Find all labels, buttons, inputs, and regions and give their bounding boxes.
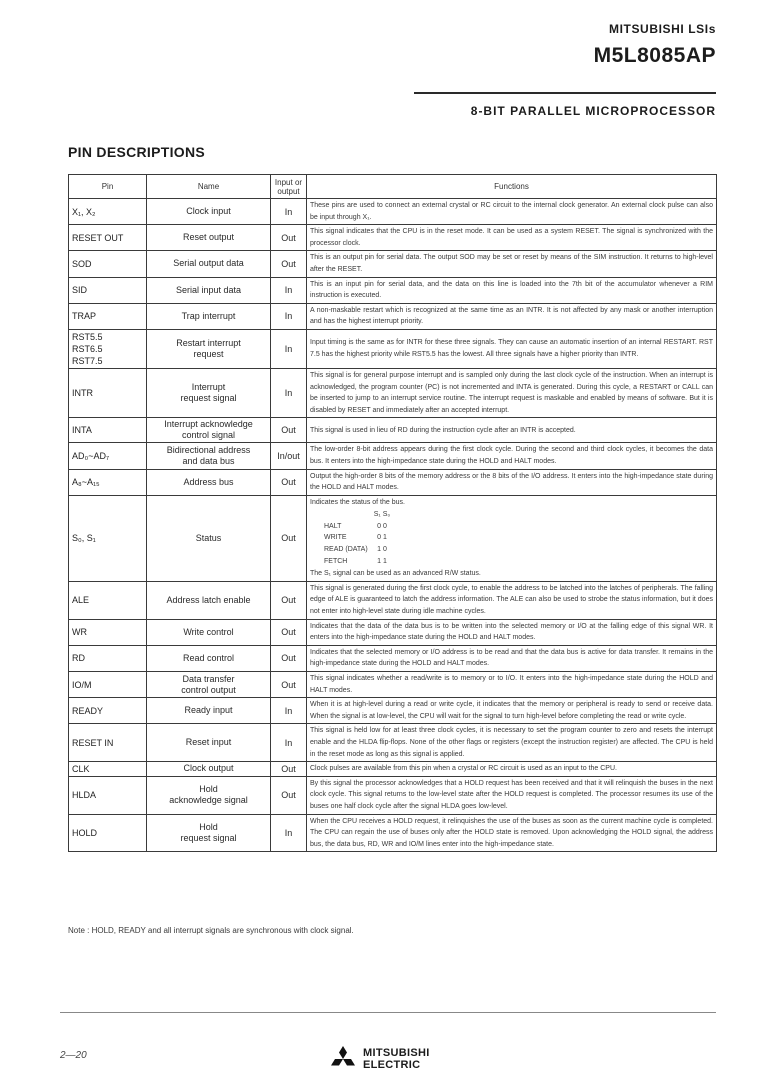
pin-cell: X₁, X₂ [69,199,147,225]
name-cell: Write control [147,619,271,645]
table-row [69,251,717,277]
function-cell: Clock pulses are available from this pin when a crystal or RC circuit is used as an input to the CPU. [307,762,717,777]
io-cell: In [271,814,307,852]
name-line: control signal [181,430,236,441]
function-cell: Indicates that the selected memory or I/O address is to be read and that the data bus is active for data transfer. It remains in the high-impedance state during the HOLD and HALT modes. [307,645,717,671]
name-cell [147,418,271,443]
pin-cell: INTA [69,418,147,443]
status-value: 1 0 [377,546,387,554]
name-line: Bidirectional address [166,444,251,455]
pin-cell: RESET IN [69,724,147,762]
name-cell: Serial output data [147,251,271,277]
pin-cell: S₀, S₁ [69,495,147,581]
table-row [69,581,717,619]
part-number: M5L8085AP [593,44,716,67]
name-line: Interrupt acknowledge [164,419,253,430]
function-cell: These pins are used to connect an external crystal or RC circuit to the internal clock generator. An external clock pulse can also be input through X₁. [307,199,717,225]
pin-cell: INTR [69,368,147,417]
io-cell: In [271,303,307,329]
logo-text-line: ELECTRIC [363,1059,421,1071]
status-row [324,521,713,533]
table-header-row [69,175,717,199]
page-number: 2—20 [60,1050,87,1061]
name-cell [147,776,271,814]
pin-cell: HOLD [69,814,147,852]
pin-cell: TRAP [69,303,147,329]
function-cell: This signal is for general purpose interrupt and is sampled only during the last clock cycle of the instruction. When an interrupt is acknowledged, the program counter (PC) is not incremented and INTA is generated. During this cycle, a RESTART or CALL can be inserted to jump to an interrupt service routine. The interrupt request is maskable and enabled by means of software. But it is disabled by RESET and immediately after an accepted interrupt. [307,368,717,417]
name-line: and data bus [182,455,235,466]
io-cell: In [271,329,307,368]
function-cell: Output the high-order 8 bits of the memory address or the 8 bits of the I/O address. It enters into the high-impedance state during the HOLD and HALT modes. [307,469,717,495]
pin-cell: HLDA [69,776,147,814]
pin-cell: RESET OUT [69,225,147,251]
table-row [69,329,717,368]
io-cell: In [271,199,307,225]
io-cell: Out [271,672,307,698]
table-row [69,672,717,698]
name-line: acknowledge signal [169,795,248,806]
io-cell: In [271,698,307,724]
logo-text-line: MITSUBISHI [363,1047,430,1059]
pin-cell: READY [69,698,147,724]
status-value: 1 1 [377,557,387,565]
function-cell: This signal indicates that the CPU is in the reset mode. It can be used as a system RESET. The signal is synchronized with the processor clock. [307,225,717,251]
function-cell: This signal is generated during the first clock cycle, to enable the address to be latched into the latches of peripherals. The falling edge of ALE is guaranteed to latch the address information. The ALE can also be used to strobe the status information, but it does not enter into high-level state during idle machine cycles. [307,581,717,619]
name-cell: Address latch enable [147,581,271,619]
name-line: Interrupt [191,382,226,393]
function-cell: When it is at high-level during a read or write cycle, it indicates that the memory or peripheral is ready to send or receive data. When the signal is at low-level, the CPU will wait for the signal to turn high-level before completing the read or write cycle. [307,698,717,724]
name-line: request signal [180,832,237,843]
name-cell [147,443,271,469]
table-row [69,368,717,417]
function-cell: This is an input pin for serial data, and the data on this line is loaded into the 7th bit of the accumulator whenever a RIM instruction is executed. [307,277,717,303]
pin-cell: SOD [69,251,147,277]
table-row [69,199,717,225]
table-row [69,303,717,329]
pin-cell: RD [69,645,147,671]
io-cell: Out [271,762,307,777]
table-row [69,495,717,581]
pin-cell: SID [69,277,147,303]
name-cell: Trap interrupt [147,303,271,329]
status-row [324,556,713,568]
table-row [69,469,717,495]
name-cell [147,672,271,698]
status-intro: Indicates the status of the bus. [310,498,405,506]
pin-cell: WR [69,619,147,645]
pin-cell: A₈~A₁₅ [69,469,147,495]
io-cell: Out [271,776,307,814]
status-header: S₁ S₀ [373,511,391,519]
name-line: Hold [199,821,218,832]
function-cell: By this signal the processor acknowledges that a HOLD request has been received and that it will relinquish the buses in the next clock cycle. This signal returns to the low-level state after the HOLD request is completed. The processor resumes its use of the buses one half clock cycle after the signal HLDA goes low-level. [307,776,717,814]
pin-label: RST6.5 [72,343,103,354]
name-cell: Reset input [147,724,271,762]
status-value: 0 0 [377,522,387,530]
io-cell: Out [271,418,307,443]
header-pin: Pin [69,175,147,199]
name-cell [147,814,271,852]
table-row [69,776,717,814]
header-rule [414,92,716,94]
io-cell: In [271,724,307,762]
header-io: Input or output [271,175,307,199]
name-line: request [193,348,224,359]
function-cell: This signal is held low for at least three clock cycles, it is necessary to set the program counter to zero and resets the interrupt enable and the HLDA flip-flops. None of the other flags or registers (except the instruction register) are affected. The CPU is held in the reset mode as long as this signal is applied. [307,724,717,762]
name-cell: Status [147,495,271,581]
table-row [69,645,717,671]
brand-label: MITSUBISHI LSIs [608,22,716,36]
status-name: READ (DATA) [324,546,368,554]
io-cell: In/out [271,443,307,469]
status-name: FETCH [324,557,348,565]
table-row [69,277,717,303]
name-cell: Reset output [147,225,271,251]
status-name: HALT [324,522,342,530]
io-cell: Out [271,225,307,251]
name-cell: Address bus [147,469,271,495]
name-cell: Clock input [147,199,271,225]
function-cell: This signal indicates whether a read/write is to memory or to I/O. It enters into the high-impedance state during the HOLD and HALT modes. [307,672,717,698]
table-row [69,724,717,762]
function-cell: When the CPU receives a HOLD request, it relinquishes the use of the buses as soon as the current machine cycle is completed. The CPU can regain the use of buses only after the HOLD state is removed. Upon acknowledging the HOLD signal, the address bus, the data bus, RD, WR and IO/M lines enter into the high-impedance state. [307,814,717,852]
io-cell: Out [271,251,307,277]
name-line: Restart interrupt [176,337,241,348]
name-line: Hold [199,784,218,795]
three-diamonds-icon [328,1046,358,1072]
name-cell [147,329,271,368]
pin-descriptions-table [68,174,717,852]
name-line: control output [181,684,236,695]
table-row [69,418,717,443]
status-code-list [324,509,713,567]
io-cell: In [271,277,307,303]
footnote: Note : HOLD, READY and all interrupt signals are synchronous with clock signal. [68,926,354,935]
name-line: Data transfer [182,673,235,684]
section-title: PIN DESCRIPTIONS [68,144,206,160]
io-cell: In [271,368,307,417]
name-cell [147,368,271,417]
footer-rule [60,1012,716,1013]
pin-cell: IO/M [69,672,147,698]
name-cell: Ready input [147,698,271,724]
io-cell: Out [271,619,307,645]
pin-cell: CLK [69,762,147,777]
io-cell: Out [271,581,307,619]
table-row [69,698,717,724]
name-cell: Serial input data [147,277,271,303]
status-value: 0 1 [377,534,387,542]
function-cell: Indicates that the data of the data bus is to be written into the selected memory or I/O at the falling edge of this signal WR. It enters into the high-impedance state during the HOLD and HALT modes. [307,619,717,645]
name-cell: Clock output [147,762,271,777]
pin-label: RST5.5 [72,331,103,342]
io-cell: Out [271,645,307,671]
mitsubishi-logo [328,1046,430,1072]
io-cell: Out [271,469,307,495]
function-cell: A non-maskable restart which is recognized at the same time as an INTR. It is not affected by any mask or another interruption and has the highest interrupt priority. [307,303,717,329]
status-row [324,532,713,544]
function-cell: Input timing is the same as for INTR for these three signals. They can cause an automatic insertion of an internal RESTART. RST 7.5 has the highest priority while RST5.5 has the lowest. All three signals have a higher priority than INTR. [307,329,717,368]
table-row [69,619,717,645]
pin-cell: AD₀~AD₇ [69,443,147,469]
function-cell: The low-order 8-bit address appears during the first clock cycle. During the second and third clock cycles, it becomes the data bus. It enters into the high-impedance state during the HOLD and HALT modes. [307,443,717,469]
pin-cell: ALE [69,581,147,619]
header-name: Name [147,175,271,199]
function-cell: This signal is used in lieu of RD during the instruction cycle after an INTR is accepted. [307,418,717,443]
name-line: request signal [180,393,237,404]
status-header-row [324,509,713,521]
table-row [69,814,717,852]
table-row [69,762,717,777]
status-row [324,544,713,556]
status-outro: The S₁ signal can be used as an advanced R/W status. [310,570,481,578]
table-row [69,443,717,469]
header-functions: Functions [307,175,717,199]
document-subtitle: 8-BIT PARALLEL MICROPROCESSOR [470,104,716,118]
table-row [69,225,717,251]
io-cell: Out [271,495,307,581]
function-cell: This is an output pin for serial data. The output SOD may be set or reset by means of the SIM instruction. It returns to high-level after the RESET. [307,251,717,277]
pin-cell [69,329,147,368]
status-name: WRITE [324,534,347,542]
function-cell [307,495,717,581]
name-cell: Read control [147,645,271,671]
pin-label: RST7.5 [72,355,103,366]
